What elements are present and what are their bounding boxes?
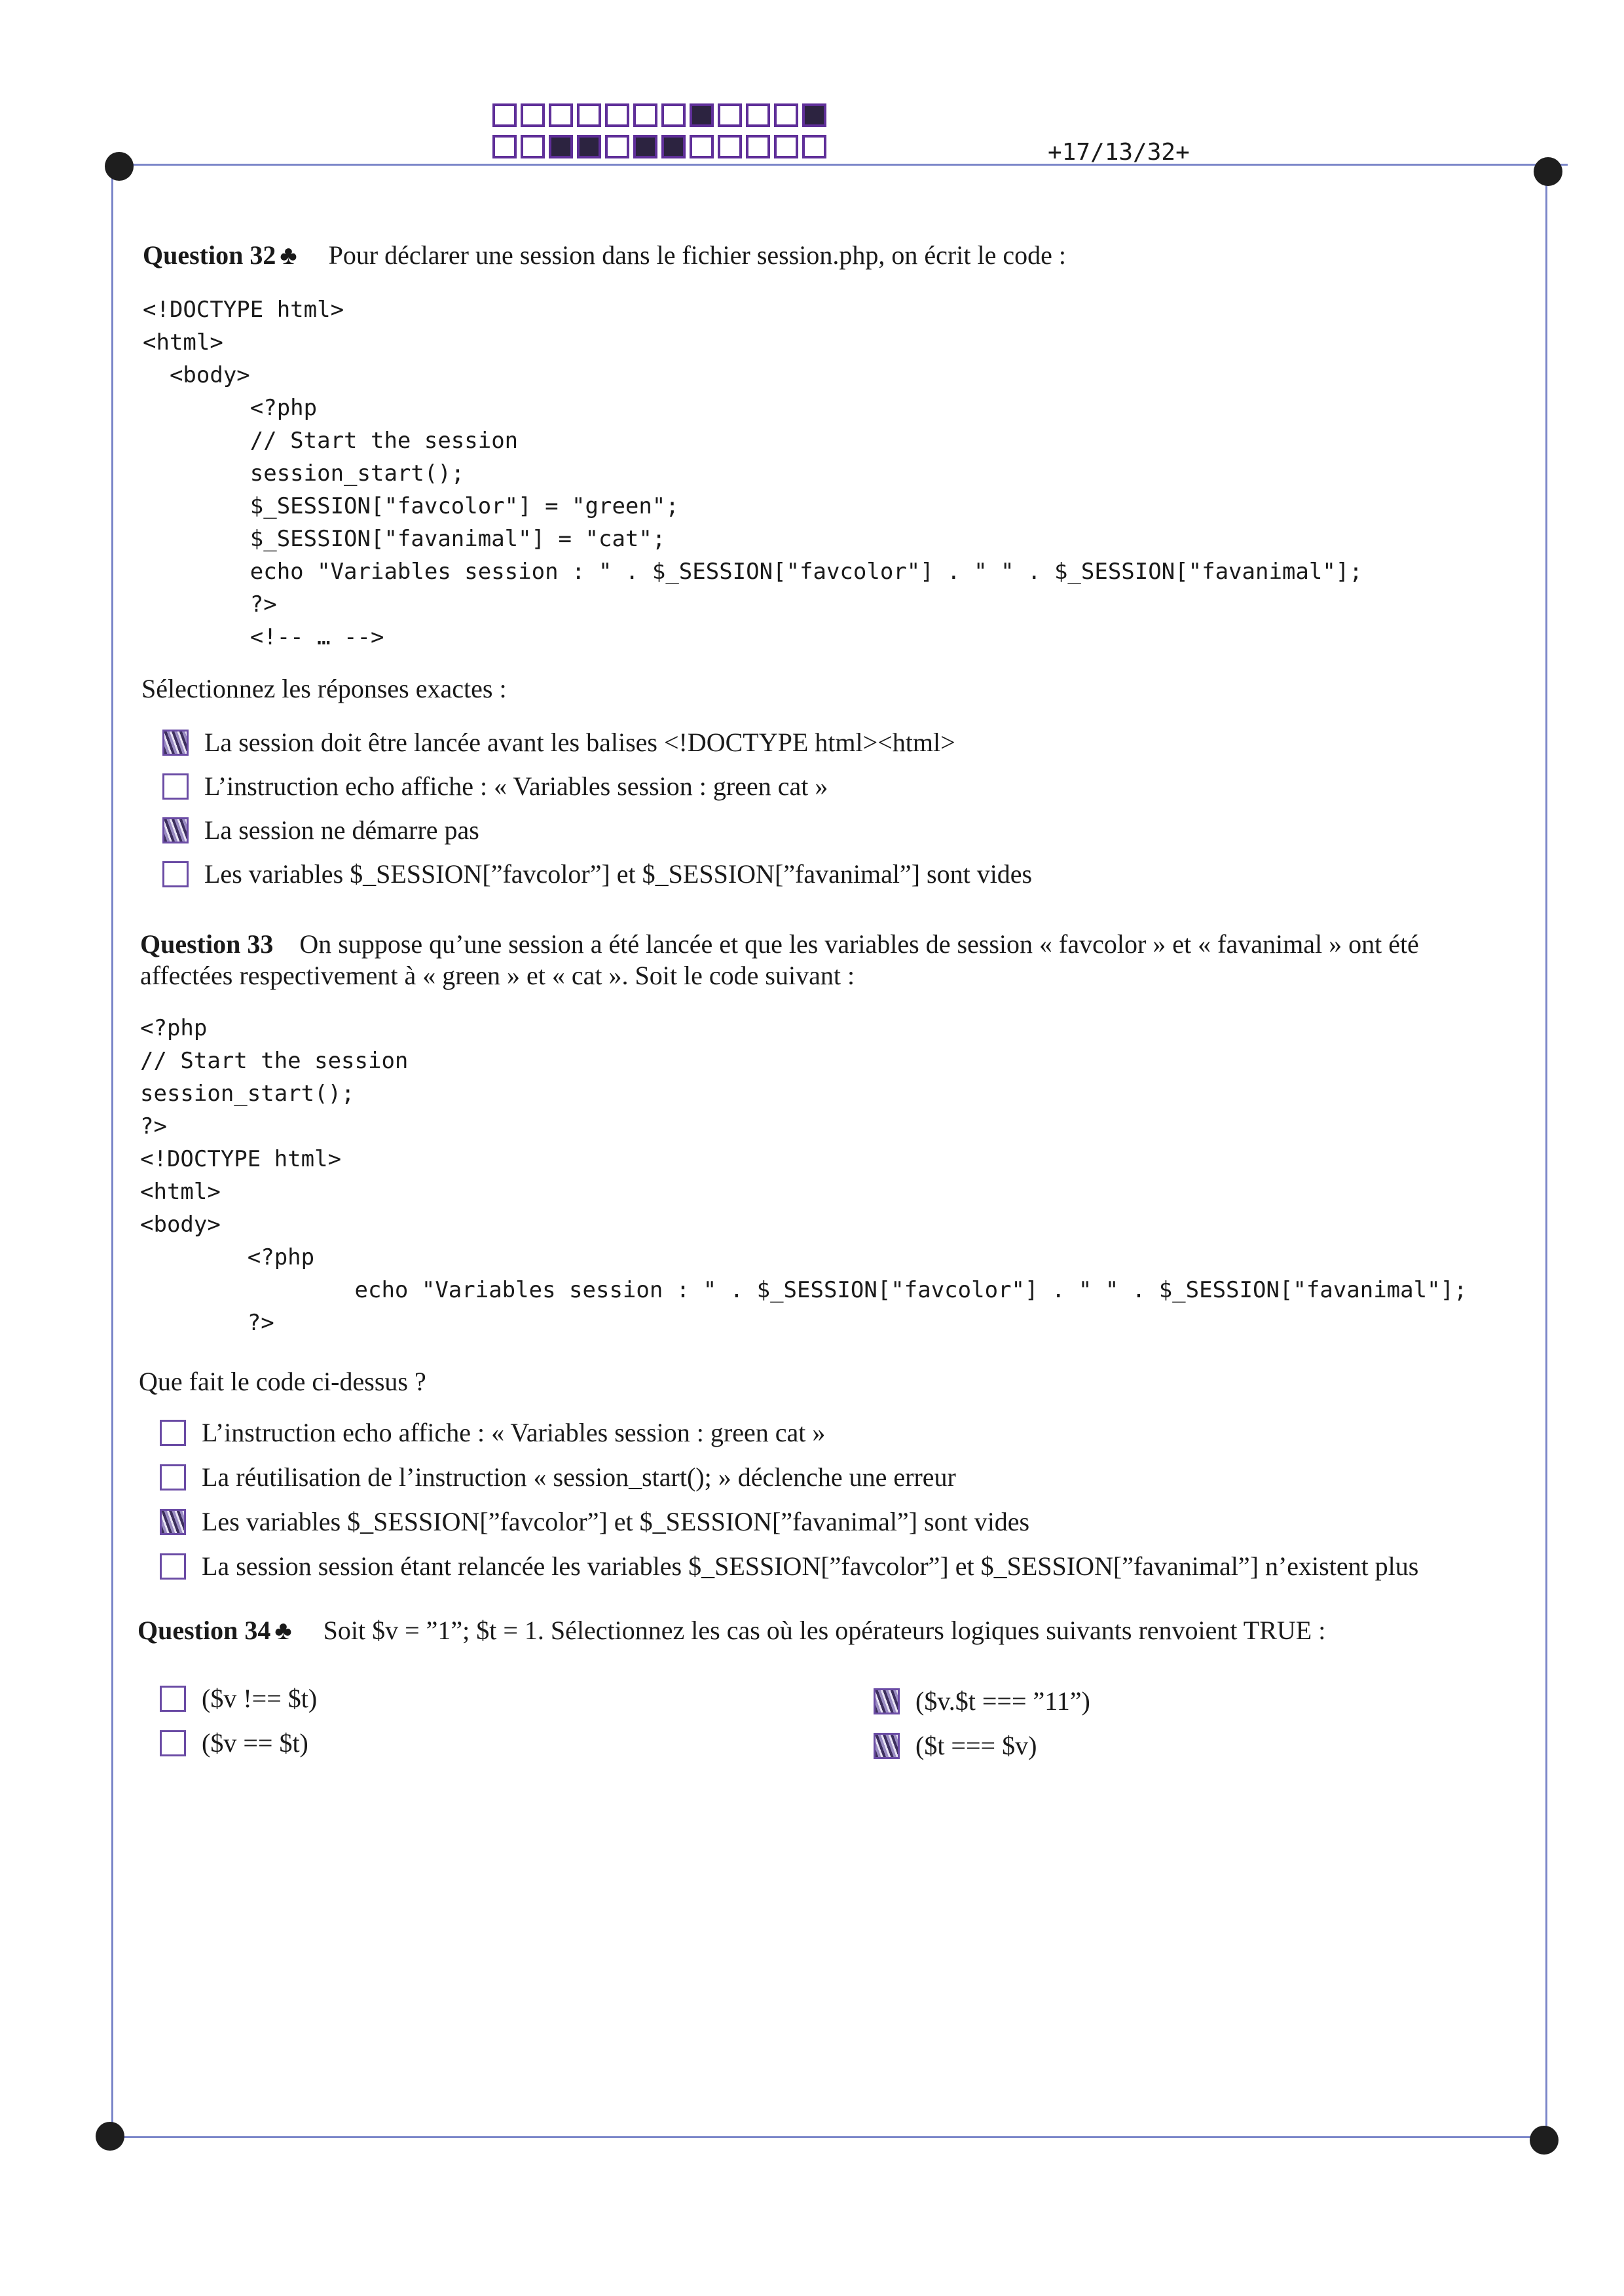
answer-checkbox[interactable] bbox=[162, 730, 189, 756]
answer-checkbox[interactable] bbox=[874, 1688, 900, 1714]
answer-label: L’instruction echo affiche : « Variables session : green cat » bbox=[202, 1418, 826, 1447]
answer-option[interactable] bbox=[160, 1728, 308, 1758]
question-32-header bbox=[143, 240, 1066, 270]
question-32-label: Question 32 ♣ bbox=[143, 240, 297, 270]
answer-checkbox[interactable] bbox=[160, 1686, 186, 1712]
answer-label: La session session étant relancée les variables $_SESSION[”favcolor”] et $_SESSION[”favanimal”] n’existent plus bbox=[202, 1551, 1419, 1581]
frame-top-line bbox=[120, 164, 1568, 166]
question-34-header bbox=[138, 1615, 1325, 1646]
answer-checkbox[interactable] bbox=[874, 1733, 900, 1759]
barcode-cell bbox=[690, 135, 714, 158]
barcode-cell bbox=[492, 103, 517, 127]
club-icon: ♣ bbox=[274, 1616, 292, 1645]
frame-bottom-line bbox=[111, 2136, 1552, 2138]
barcode-cell bbox=[549, 103, 573, 127]
answer-label: L’instruction echo affiche : « Variables session : green cat » bbox=[204, 771, 828, 801]
question-33-prompt: Que fait le code ci-dessus ? bbox=[139, 1367, 426, 1396]
barcode-row-1 bbox=[492, 103, 826, 127]
barcode-cell bbox=[605, 103, 629, 127]
answer-checkbox[interactable] bbox=[160, 1730, 186, 1756]
question-32-prompt: Sélectionnez les réponses exactes : bbox=[141, 674, 507, 703]
barcode-cell bbox=[802, 103, 826, 127]
answer-checkbox[interactable] bbox=[162, 817, 189, 843]
barcode-cell bbox=[718, 135, 742, 158]
barcode-cell bbox=[690, 103, 714, 127]
barcode-cell bbox=[577, 103, 601, 127]
corner-marker-top-right bbox=[1534, 157, 1562, 186]
question-33-text-line-1: On suppose qu’une session a été lancée et que les variables de session « favcolor » et « favanimal » ont été bbox=[299, 929, 1419, 959]
answer-option[interactable] bbox=[162, 815, 479, 845]
answer-option[interactable] bbox=[162, 771, 828, 802]
question-33-header bbox=[140, 929, 1419, 991]
question-34-label: Question 34 ♣ bbox=[138, 1616, 292, 1645]
answer-option[interactable] bbox=[160, 1683, 317, 1714]
answer-label: ($v == $t) bbox=[202, 1728, 308, 1758]
answer-checkbox[interactable] bbox=[160, 1420, 186, 1446]
answer-checkbox[interactable] bbox=[160, 1553, 186, 1580]
barcode-cell bbox=[661, 103, 686, 127]
answer-option[interactable] bbox=[162, 727, 955, 758]
answer-option[interactable] bbox=[160, 1551, 1418, 1582]
question-33-text-line-2: affectées respectivement à « green » et « cat ». Soit le code suivant : bbox=[140, 961, 855, 990]
answer-option[interactable] bbox=[162, 859, 1032, 889]
corner-marker-bottom-left bbox=[96, 2122, 124, 2151]
barcode-cell bbox=[549, 135, 573, 158]
club-icon: ♣ bbox=[280, 240, 297, 270]
barcode-cell bbox=[746, 103, 770, 127]
answer-checkbox[interactable] bbox=[162, 773, 189, 800]
answer-label: La session ne démarre pas bbox=[204, 815, 479, 845]
barcode-cell bbox=[492, 135, 517, 158]
answer-label: ($v !== $t) bbox=[202, 1684, 318, 1713]
barcode-row-2 bbox=[492, 135, 826, 158]
answer-option[interactable] bbox=[160, 1462, 956, 1492]
answer-label: ($v.$t === ”11”) bbox=[915, 1686, 1090, 1716]
barcode-cell bbox=[774, 135, 798, 158]
question-32-code: <!DOCTYPE html> <html> <body> <?php // Start the session session_start(); $_SESSION["favcolor"] = "green"; $_SESSION["favanimal"] = "cat"; echo "Variables session : " . $_SESSION["favcolor"] . " " . $_SESSION["favanimal"]; ?> <!-- … --> bbox=[143, 297, 1363, 650]
barcode-cell bbox=[802, 135, 826, 158]
barcode-cell bbox=[746, 135, 770, 158]
frame-left-line bbox=[111, 165, 113, 2130]
barcode-cell bbox=[718, 103, 742, 127]
corner-marker-top-left bbox=[105, 152, 134, 181]
corner-marker-bottom-right bbox=[1530, 2126, 1559, 2155]
answer-checkbox[interactable] bbox=[160, 1464, 186, 1491]
question-32-text: Pour déclarer une session dans le fichier session.php, on écrit le code : bbox=[328, 240, 1066, 270]
answer-checkbox[interactable] bbox=[162, 861, 189, 887]
answer-label: La réutilisation de l’instruction « session_start(); » déclenche une erreur bbox=[202, 1462, 956, 1492]
answer-checkbox[interactable] bbox=[160, 1509, 186, 1535]
answer-label: ($t === $v) bbox=[915, 1731, 1037, 1760]
answer-option[interactable] bbox=[874, 1686, 1090, 1716]
barcode-cell bbox=[605, 135, 629, 158]
page-id: +17/13/32+ bbox=[1048, 139, 1190, 166]
answer-option[interactable] bbox=[160, 1417, 825, 1448]
answer-label: Les variables $_SESSION[”favcolor”] et $_SESSION[”favanimal”] sont vides bbox=[204, 859, 1033, 889]
barcode-cell bbox=[521, 103, 545, 127]
answer-label: La session doit être lancée avant les balises <!DOCTYPE html><html> bbox=[204, 728, 955, 757]
barcode-cell bbox=[633, 135, 657, 158]
question-33-code: <?php // Start the session session_start(); ?> <!DOCTYPE html> <html> <body> <?php echo "Variables session : " . $_SESSION["favcolor"] . " " . $_SESSION["favanimal"]; ?> bbox=[140, 1015, 1467, 1336]
barcode-cell bbox=[633, 103, 657, 127]
barcode-cell bbox=[661, 135, 686, 158]
question-33-label: Question 33 bbox=[140, 929, 274, 959]
barcode-cell bbox=[774, 103, 798, 127]
answer-option[interactable] bbox=[874, 1730, 1037, 1761]
question-34-text: Soit $v = ”1”; $t = 1. Sélectionnez les cas où les opérateurs logiques suivants renvoient TRUE : bbox=[323, 1616, 1326, 1645]
barcode-cell bbox=[521, 135, 545, 158]
frame-right-line bbox=[1545, 170, 1547, 2135]
answer-label: Les variables $_SESSION[”favcolor”] et $_SESSION[”favanimal”] sont vides bbox=[202, 1507, 1030, 1536]
barcode-cell bbox=[577, 135, 601, 158]
answer-option[interactable] bbox=[160, 1506, 1029, 1537]
